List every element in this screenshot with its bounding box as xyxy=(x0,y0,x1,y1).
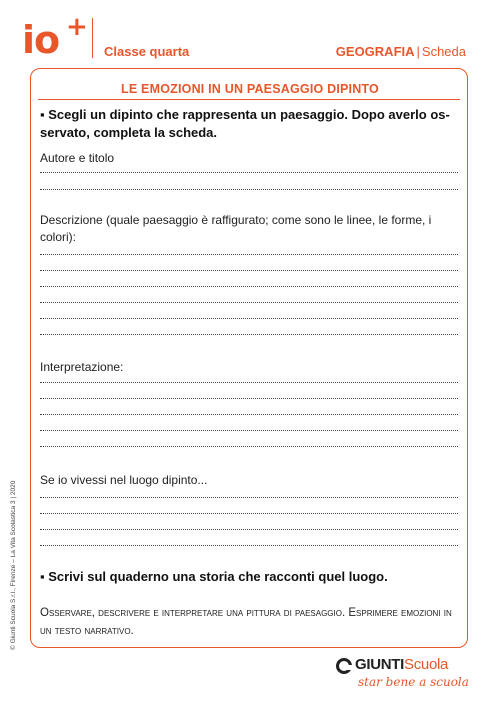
learning-objectives: Osservare, descrivere e interpretare una pittura di paesaggio. Esprimere emozioni in un testo narrativo. xyxy=(40,607,452,637)
answer-line[interactable] xyxy=(40,513,458,514)
answer-line[interactable] xyxy=(40,398,458,399)
io-plus-logo xyxy=(22,10,88,60)
sheet-kind: Scheda xyxy=(421,44,466,59)
brand-name xyxy=(355,656,448,673)
answer-line[interactable] xyxy=(40,446,458,447)
answer-line[interactable] xyxy=(40,529,458,530)
logo-plus: + xyxy=(66,12,88,42)
instruction-choose-painting: ▪ Scegli un dipinto che rappresenta un paesaggio. Dopo averlo os- servato, completa la scheda. xyxy=(40,107,450,140)
answer-line[interactable] xyxy=(40,172,458,173)
brand-name-bold: GIUNTI xyxy=(355,656,405,673)
header-divider xyxy=(92,18,93,58)
giunti-g-icon xyxy=(336,658,352,674)
answer-line[interactable] xyxy=(40,497,458,498)
logo-text: io xyxy=(22,18,60,62)
copyright-note: © Giunti Scuola S.r.l., Firenze – La Vita Scolastica 3 | 2020 xyxy=(10,480,17,650)
subject-separator: | xyxy=(416,44,420,59)
giunti-scuola-logo xyxy=(336,656,476,696)
class-label: Classe quarta xyxy=(104,44,190,59)
answer-line[interactable] xyxy=(40,189,458,190)
instruction-write-story: ▪ Scrivi sul quaderno una storia che racconti quel luogo. xyxy=(40,569,388,584)
section-description-label: Descrizione (quale paesaggio è raffigurato; come sono le linee, le forme, i colori): xyxy=(40,213,432,244)
section-interpretation-label: Interpretazione: xyxy=(40,360,124,374)
answer-line[interactable] xyxy=(40,302,458,303)
section-author-title-label: Autore e titolo xyxy=(40,151,115,165)
answer-line[interactable] xyxy=(40,414,458,415)
answer-line[interactable] xyxy=(40,318,458,319)
brand-name-light: Scuola xyxy=(404,656,449,673)
section-if-i-lived-label: Se io vivessi nel luogo dipinto... xyxy=(40,473,208,487)
brand-tagline: star bene a scuola xyxy=(358,675,469,689)
answer-line[interactable] xyxy=(40,382,458,383)
answer-line[interactable] xyxy=(40,254,458,255)
subject-label xyxy=(336,44,466,59)
answer-line[interactable] xyxy=(40,334,458,335)
answer-line[interactable] xyxy=(40,545,458,546)
title-rule xyxy=(38,99,460,100)
subject-name: GEOGRAFIA xyxy=(335,44,415,59)
answer-line[interactable] xyxy=(40,270,458,271)
answer-line[interactable] xyxy=(40,286,458,287)
worksheet-title: LE EMOZIONI IN UN PAESAGGIO DIPINTO xyxy=(121,82,379,96)
answer-line[interactable] xyxy=(40,430,458,431)
